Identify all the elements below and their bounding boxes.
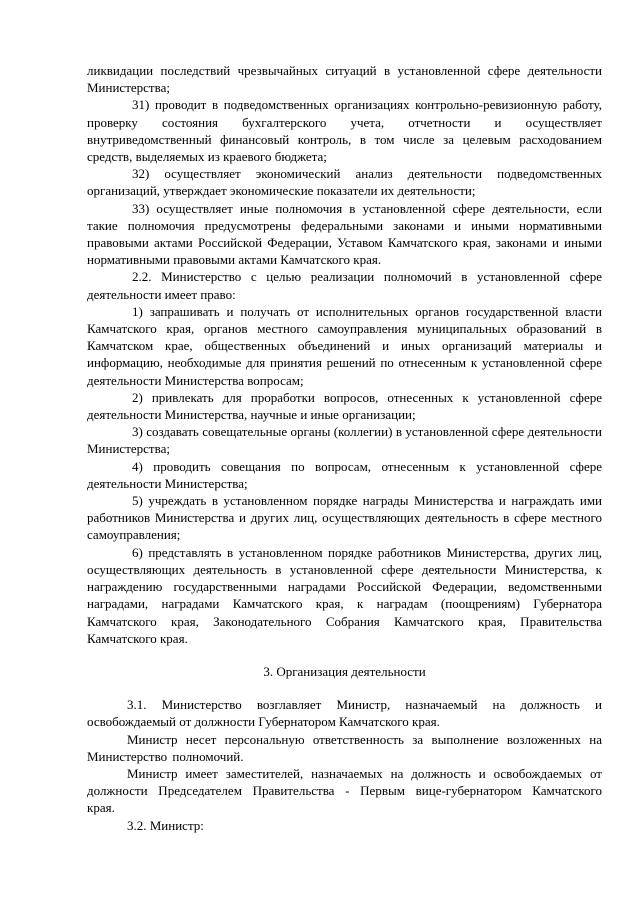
paragraph-3-1: 3.1. Министерство возглавляет Министр, назначаемый на должность и освобождаемый от должности Губернатором Камчатского края. bbox=[87, 697, 602, 730]
paragraph-minister-responsibility: Министр несет персональную ответственность за выполнение возложенных на Министерство полномочий. bbox=[87, 731, 602, 764]
paragraph-right-2: 2) привлекать для проработки вопросов, отнесенных к установленной сфере деятельности Министерства, научные и иные организации; bbox=[87, 389, 602, 423]
paragraph-right-3: 3) создавать совещательные органы (коллегии) в установленной сфере деятельности Министерства; bbox=[87, 424, 602, 457]
paragraph-right-5: 5) учреждать в установленном порядке награды Министерства и награждать ими работников Министерства и других лиц, осуществляющих деятельность в сфере местного самоуправления; bbox=[87, 493, 602, 543]
document-page bbox=[87, 62, 602, 834]
paragraph-3-2: 3.2. Министр: bbox=[127, 817, 204, 833]
paragraph-right-6: 6) представлять в установленном порядке работников Министерства, других лиц, осуществляющих деятельность в установленной сфере деятельности Министерства, к награждению государственными наградами Российской Федерации, ведомственными наградами, наградами Камчатского края, к наградам (поощрениям) Губернатора Камчатского края, Законодательного Собрания Камчатского края, Правительства Камчатского края. bbox=[87, 544, 602, 646]
paragraph-minister-deputies: Министр имеет заместителей, назначаемых на должность и освобождаемых от должности Председателем Правительства - Первым вице-губернатором Камчатского края. bbox=[87, 765, 602, 816]
paragraph-right-1: 1) запрашивать и получать от исполнительных органов государственной власти Камчатского края, органов местного самоуправления муниципальных образований в Камчатском крае, общественных объединений и иных организаций материалы и информацию, необходимые для принятия решений по отнесенным к установленной сфере деятельности Министерства вопросам; bbox=[87, 303, 602, 388]
paragraph-item-33: 33) осуществляет иные полномочия в установленной сфере деятельности, если такие полномочия предусмотрены федеральными законами и иными нормативными правовыми актами Российской Федерации, Уставом Камчатского края, законами и иными нормативными правовыми актами Камчатского края. bbox=[87, 200, 602, 268]
section-3-heading: 3. Организация деятельности bbox=[263, 663, 426, 679]
paragraph-item-31: 31) проводит в подведомственных организациях контрольно-ревизионную работу, проверку состояния бухгалтерского учета, отчетности и осуществляет внутриведомственный финансовый контроль, в том числе за целевым расходованием средств, выделяемых из краевого бюджета; bbox=[87, 97, 602, 165]
paragraph-section-2-2-intro: 2.2. Министерство с целью реализации полномочий в установленной сфере деятельности имеет право: bbox=[87, 269, 602, 302]
paragraph-right-4: 4) проводить совещания по вопросам, отнесенным к установленной сфере деятельности Министерства; bbox=[87, 458, 602, 491]
paragraph-continuation: ликвидации последствий чрезвычайных ситуаций в установленной сфере деятельности Министерства; bbox=[87, 63, 602, 96]
paragraph-item-32: 32) осуществляет экономический анализ деятельности подведомственных организаций, утверждает экономические показатели их деятельности; bbox=[87, 166, 602, 199]
